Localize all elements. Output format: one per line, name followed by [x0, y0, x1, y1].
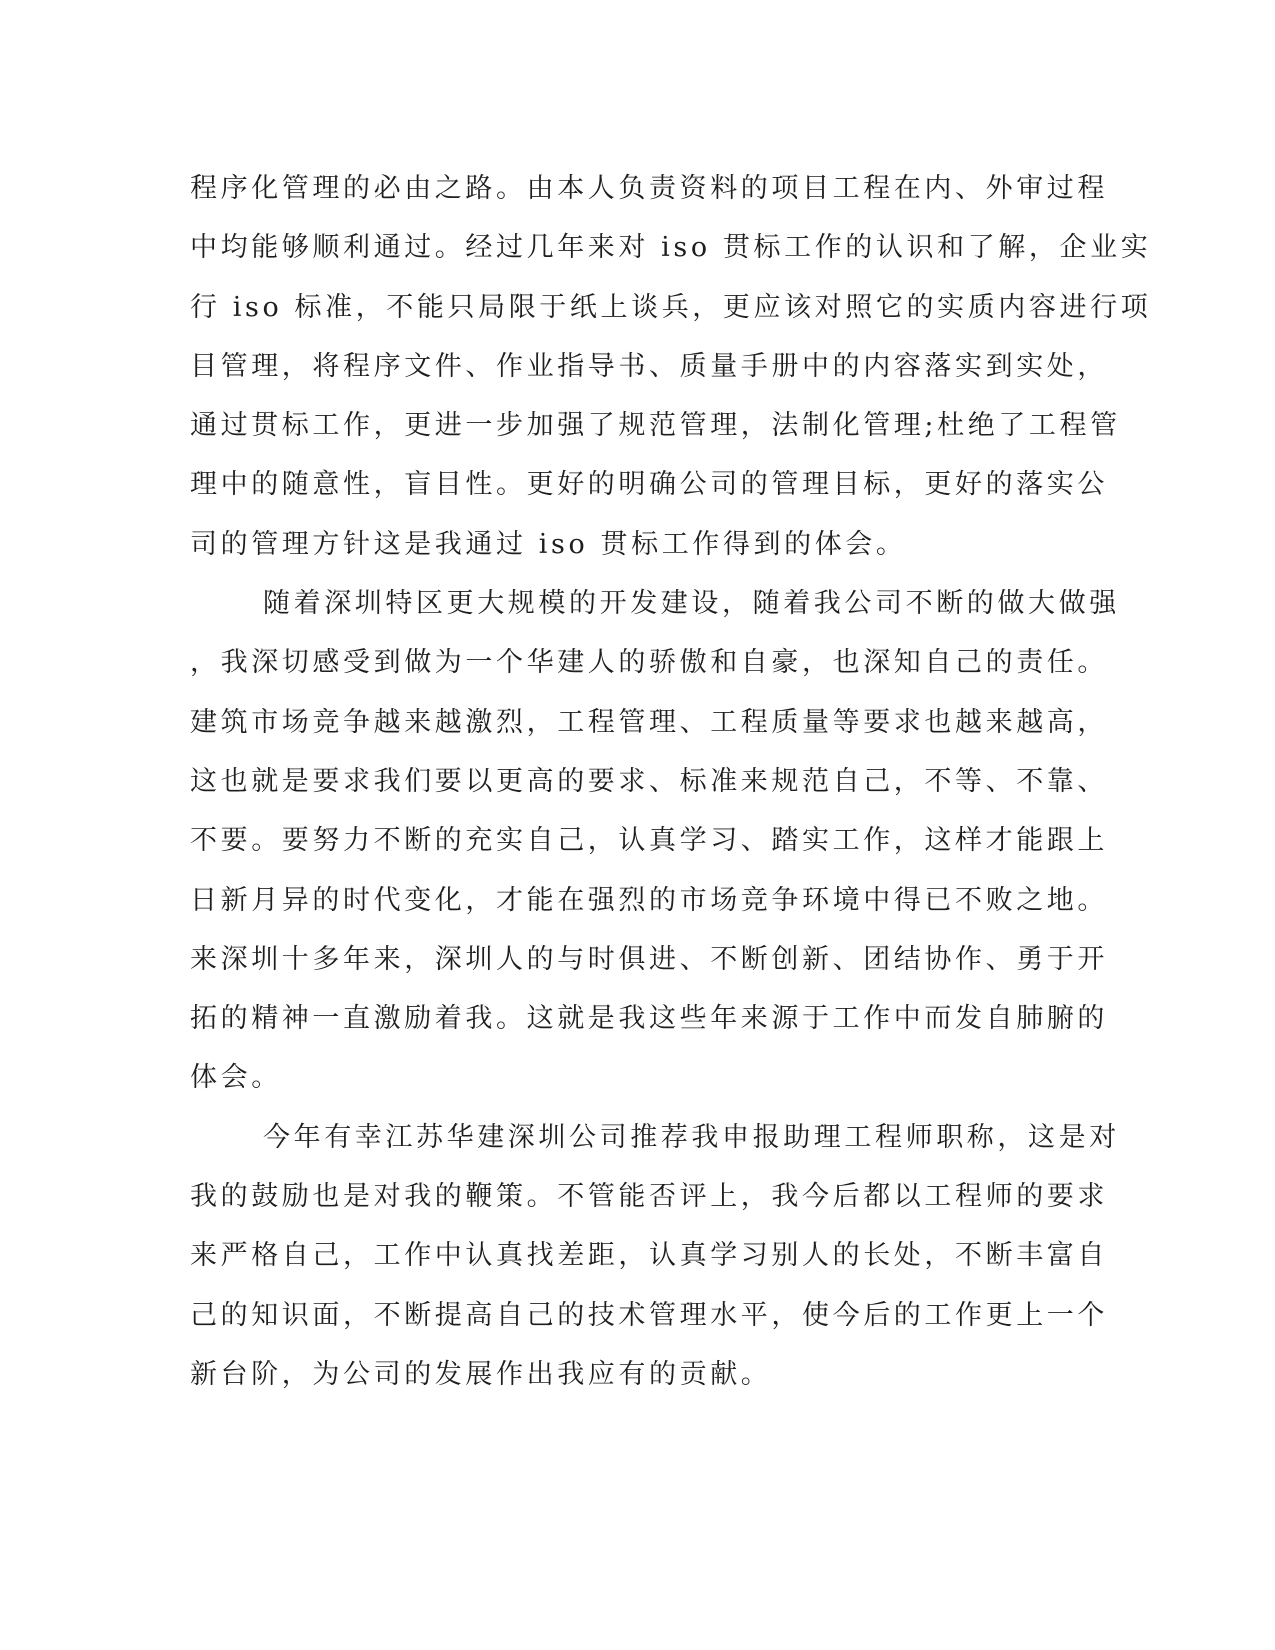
document-body — [190, 159, 1152, 1404]
text-line-6: 理中的随意性，盲目性。更好的明确公司的管理目标，更好的落实公 — [190, 469, 1108, 501]
text-line-3: 行 iso 标准，不能只局限于纸上谈兵，更应该对照它的实质内容进行项 — [190, 291, 1152, 323]
text-line-4: 目管理，将程序文件、作业指导书、质量手册中的内容落实到实处， — [190, 350, 1108, 382]
text-line-5: 通过贯标工作，更进一步加强了规范管理，法制化管理;杜绝了工程管 — [190, 410, 1121, 442]
text-line-2: 中均能够顺利通过。经过几年来对 iso 贯标工作的认识和了解，企业实 — [190, 232, 1152, 264]
text-line-21: 新台阶，为公司的发展作出我应有的贡献。 — [190, 1358, 772, 1390]
text-line-11: 这也就是要求我们要以更高的要求、标准来规范自己，不等、不靠、 — [190, 765, 1108, 797]
text-line-9: ，我深切感受到做为一个华建人的骄傲和自豪，也深知自己的责任。 — [190, 647, 1108, 679]
text-line-14: 来深圳十多年来，深圳人的与时俱进、不断创新、团结协作、勇于开 — [190, 943, 1108, 975]
paragraph-2-first-line: 随着深圳特区更大规模的开发建设，随着我公司不断的做大做强 — [263, 588, 1120, 620]
text-line-15: 拓的精神一直激励着我。这就是我这些年来源于工作中而发自肺腑的 — [190, 1003, 1108, 1035]
text-line-7: 司的管理方针这是我通过 iso 贯标工作得到的体会。 — [190, 528, 907, 560]
text-line-12: 不要。要努力不断的充实自己，认真学习、踏实工作，这样才能跟上 — [190, 825, 1108, 857]
text-line-10: 建筑市场竞争越来越激烈，工程管理、工程质量等要求也越来越高， — [190, 706, 1108, 738]
text-line-20: 己的知识面，不断提高自己的技术管理水平，使今后的工作更上一个 — [190, 1299, 1108, 1331]
text-line-18: 我的鼓励也是对我的鞭策。不管能否评上，我今后都以工程师的要求 — [190, 1181, 1108, 1213]
paragraph-3-first-line: 今年有幸江苏华建深圳公司推荐我申报助理工程师职称，这是对 — [263, 1121, 1120, 1153]
text-line-1: 程序化管理的必由之路。由本人负责资料的项目工程在内、外审过程 — [190, 173, 1108, 204]
text-line-16: 体会。 — [190, 1062, 282, 1094]
text-line-19: 来严格自己，工作中认真找差距，认真学习别人的长处，不断丰富自 — [190, 1240, 1108, 1272]
text-line-13: 日新月异的时代变化，才能在强烈的市场竞争环境中得已不败之地。 — [190, 884, 1108, 916]
